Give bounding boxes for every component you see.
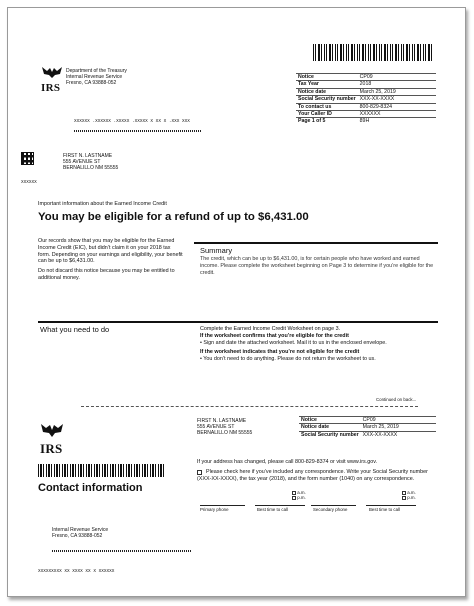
- secondary-time-label: Best time to call: [369, 507, 400, 512]
- primary-time-label: Best time to call: [257, 507, 288, 512]
- notice-date-row: Notice date March 25, 2019: [296, 88, 436, 95]
- ocr-line: XXXXXX .XXXXXX .XXXXX .XXXXX X XX X .XXX XXX: [74, 119, 190, 124]
- correspondence-check[interactable]: [197, 469, 437, 483]
- caller-id-row: Your Caller ID XXXXXX: [296, 111, 436, 118]
- summary-heading: Summary: [200, 246, 233, 255]
- return-line-1: Internal Revenue Service: [52, 527, 109, 533]
- agency-line-3: Fresno, CA 93888-052: [66, 80, 117, 87]
- notice-row: Notice CP09: [296, 74, 436, 81]
- summary-rule: [194, 242, 438, 244]
- summary-text: The credit, which can be up to $6,431.00, is for certain people who have worked and earned income. Please complete the worksheet beginning on Page 3 to determine if you’re eligible for the credit.: [200, 256, 434, 276]
- recipient-city: BERNALILLO NM 55555: [63, 165, 119, 172]
- stub-recipient-city: BERNALILLO NM 55555: [197, 430, 253, 437]
- return-line-2: Fresno, CA 93888-052: [52, 533, 103, 540]
- contact-heading: Contact information: [38, 482, 143, 494]
- agency-address: [66, 68, 127, 87]
- eagle-icon: [41, 65, 63, 79]
- intro-paragraph-1: Our records show that you may be eligible for the Earned Income Credit (EIC), but didn’t claim it on your 2018 tax form. Depending on your earnings and eligibility, your benefit can be up to $6,431.00.: [38, 238, 183, 265]
- bottom-code: XXXXXXXXX XX XXXX XX X XXXXXX: [38, 569, 115, 574]
- secondary-phone-line[interactable]: [311, 505, 356, 506]
- agency-line-1: Department of the Treasury: [66, 68, 127, 74]
- secondary-ampm[interactable]: a.m. p.m.: [402, 490, 416, 500]
- correspondence-text: Please check here if you’ve included any correspondence. Write your Social Security number (XXX-XX-XXXX), the tax year (2018), and the form number (1040) on any correspondence.: [197, 469, 428, 482]
- need-content: [200, 326, 440, 363]
- stub-irs-logo: [40, 422, 64, 457]
- not-eligible-heading: If the worksheet indicates that you’re not eligible for the credit: [200, 349, 360, 356]
- stub-recipient-street: 555 AVENUE ST: [197, 424, 235, 431]
- notice-info-table: [296, 73, 436, 125]
- recipient-name: FIRST N. LASTNAME: [63, 153, 113, 159]
- secondary-phone-label: Secondary phone: [313, 507, 348, 512]
- return-address: [52, 527, 108, 539]
- qr-code: [21, 152, 34, 165]
- not-eligible-bullet: • You don’t need to do anything. Please do not return the worksheet to us.: [200, 356, 376, 363]
- return-postal-barcode: [52, 550, 192, 552]
- intro-paragraph-2: Do not discard this notice because you may be entitled to additional money.: [38, 268, 175, 281]
- recipient-address: [63, 153, 118, 172]
- page-row: Page 1 of 5 89H: [298, 118, 370, 125]
- address-change-note: If your address has changed, please call 800-829-8374 or visit www.irs.gov.: [197, 459, 377, 465]
- postal-barcode: [74, 130, 202, 132]
- stub-info-table: [299, 416, 436, 438]
- need-rule: [38, 321, 438, 323]
- pre-headline: Important information about the Earned Income Credit: [38, 201, 167, 207]
- stub-date-row: Notice date March 25, 2019: [299, 424, 436, 431]
- intro-text: [38, 238, 183, 282]
- contact-row: To contact us 800-829-8324: [296, 103, 436, 110]
- stub-ssn-row: Social Security number XXX-XX-XXXX: [301, 431, 398, 438]
- stub-barcode: [38, 464, 164, 477]
- need-intro: Complete the Earned Income Credit Worksheet on page 3.: [200, 326, 341, 332]
- irs-logo-text: IRS: [41, 82, 61, 94]
- secondary-pm-checkbox[interactable]: [402, 496, 406, 500]
- left-code: XXXXXX: [21, 180, 37, 185]
- eligible-bullet: • Sign and date the attached worksheet. Mail it to us in the enclosed envelope.: [200, 339, 387, 346]
- notice-page: [7, 7, 466, 597]
- primary-pm-checkbox[interactable]: [292, 496, 296, 500]
- eligible-bullet-text: Sign and date the attached worksheet. Mail it to us in the enclosed envelope.: [203, 339, 387, 346]
- tear-line: [81, 406, 418, 407]
- recipient-street: 555 AVENUE ST: [63, 159, 101, 166]
- continued-note: Continued on back...: [376, 397, 417, 402]
- correspondence-checkbox[interactable]: [197, 470, 202, 475]
- stub-recipient: [197, 418, 252, 437]
- stub-irs-logo-text: IRS: [40, 441, 63, 456]
- primary-phone-label: Primary phone: [200, 507, 229, 512]
- primary-ampm[interactable]: a.m. p.m.: [292, 490, 306, 500]
- eagle-icon: [40, 422, 64, 438]
- need-heading: What you need to do: [40, 325, 110, 334]
- tax-year-row: Tax Year 2018: [296, 81, 436, 88]
- stub-notice-row: Notice CP09: [299, 417, 436, 424]
- top-barcode: [313, 44, 433, 61]
- ssn-row: Social Security number XXX-XX-XXXX: [296, 96, 436, 103]
- eligible-heading: If the worksheet confirms that you’re eligible for the credit: [200, 332, 349, 339]
- primary-time-line[interactable]: [255, 505, 305, 506]
- agency-line-2: Internal Revenue Service: [66, 74, 123, 81]
- not-eligible-bullet-text: You don’t need to do anything. Please do not return the worksheet to us.: [203, 356, 376, 363]
- primary-phone-line[interactable]: [200, 505, 245, 506]
- secondary-time-line[interactable]: [366, 505, 416, 506]
- irs-logo: [41, 65, 63, 94]
- stub-recipient-name: FIRST N. LASTNAME: [197, 418, 247, 424]
- page-title: You may be eligible for a refund of up to $6,431.00: [38, 211, 309, 223]
